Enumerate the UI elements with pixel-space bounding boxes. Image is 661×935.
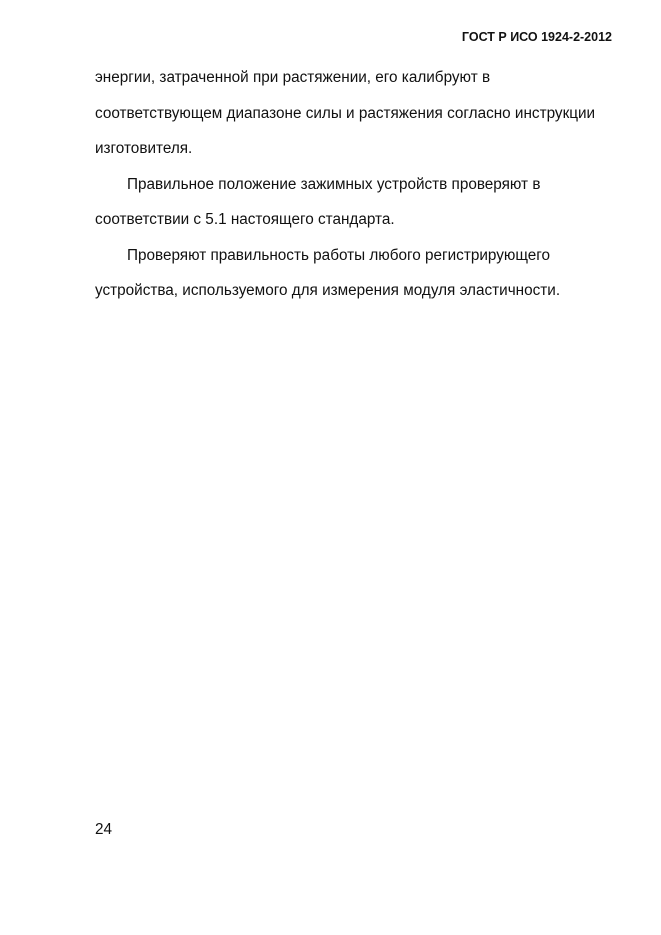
document-code-header: ГОСТ Р ИСО 1924-2-2012 (461, 30, 612, 44)
paragraph-1-line-1: энергии, затраченной при растяжении, его калибруют в (95, 69, 491, 86)
body-text (95, 60, 625, 309)
paragraph-1-line-2: соответствующем диапазоне силы и растяжения согласно инструкции (95, 104, 596, 122)
paragraph-1-line-3: изготовителя. (95, 140, 193, 157)
paragraph-2-line-2: соответствии с 5.1 настоящего стандарта. (95, 211, 395, 228)
paragraph-3-line-2: устройства, используемого для измерения модуля эластичности. (95, 282, 561, 299)
paragraph-3-line-1: Проверяют правильность работы любого регистрирующего (127, 246, 551, 264)
page-number: 24 (95, 821, 113, 838)
paragraph-2-line-1: Правильное положение зажимных устройств проверяют в (127, 175, 541, 193)
